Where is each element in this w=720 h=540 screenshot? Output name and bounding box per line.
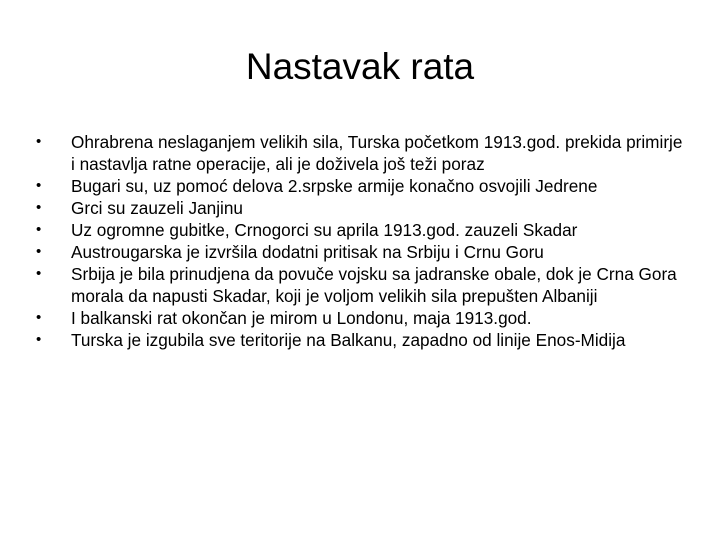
bullet-text: Uz ogromne gubitke, Crnogorci su aprila 1913.god. zauzeli Skadar bbox=[71, 220, 578, 240]
bullet-item bbox=[36, 131, 686, 175]
bullet-item bbox=[36, 329, 686, 351]
bullet-dot-icon: • bbox=[36, 243, 42, 260]
bullet-text: Grci su zauzeli Janjinu bbox=[71, 198, 243, 218]
bullet-item bbox=[36, 219, 686, 241]
bullet-item bbox=[36, 197, 686, 219]
bullet-text: Srbija je bila prinudjena da povuče vojsku sa jadranske obale, dok je Crna Gora morala da napusti Skadar, koji je voljom velikih sila prepušten Albaniji bbox=[71, 264, 677, 306]
bullet-list bbox=[36, 131, 686, 351]
bullet-text: Bugari su, uz pomoć delova 2.srpske armije konačno osvojili Jedrene bbox=[71, 176, 598, 196]
bullet-dot-icon: • bbox=[36, 265, 42, 282]
bullet-text: Austrougarska je izvršila dodatni pritisak na Srbiju i Crnu Goru bbox=[71, 242, 544, 262]
bullet-dot-icon: • bbox=[36, 133, 42, 150]
slide-title: Nastavak rata bbox=[245, 46, 475, 87]
bullet-item bbox=[36, 263, 686, 307]
bullet-dot-icon: • bbox=[36, 309, 42, 326]
bullet-dot-icon: • bbox=[36, 221, 42, 238]
bullet-dot-icon: • bbox=[36, 177, 42, 194]
bullet-text: Ohrabrena neslaganjem velikih sila, Turska početkom 1913.god. prekida primirje i nastavlja ratne operacije, ali je doživela još teži poraz bbox=[71, 132, 683, 174]
bullet-dot-icon: • bbox=[36, 199, 42, 216]
bullet-item bbox=[36, 241, 686, 263]
bullet-dot-icon: • bbox=[36, 331, 42, 348]
bullet-text: Turska je izgubila sve teritorije na Balkanu, zapadno od linije Enos-Midija bbox=[71, 330, 626, 350]
bullet-item bbox=[36, 307, 686, 329]
bullet-text: I balkanski rat okončan je mirom u Londonu, maja 1913.god. bbox=[71, 308, 532, 328]
bullet-item bbox=[36, 175, 686, 197]
